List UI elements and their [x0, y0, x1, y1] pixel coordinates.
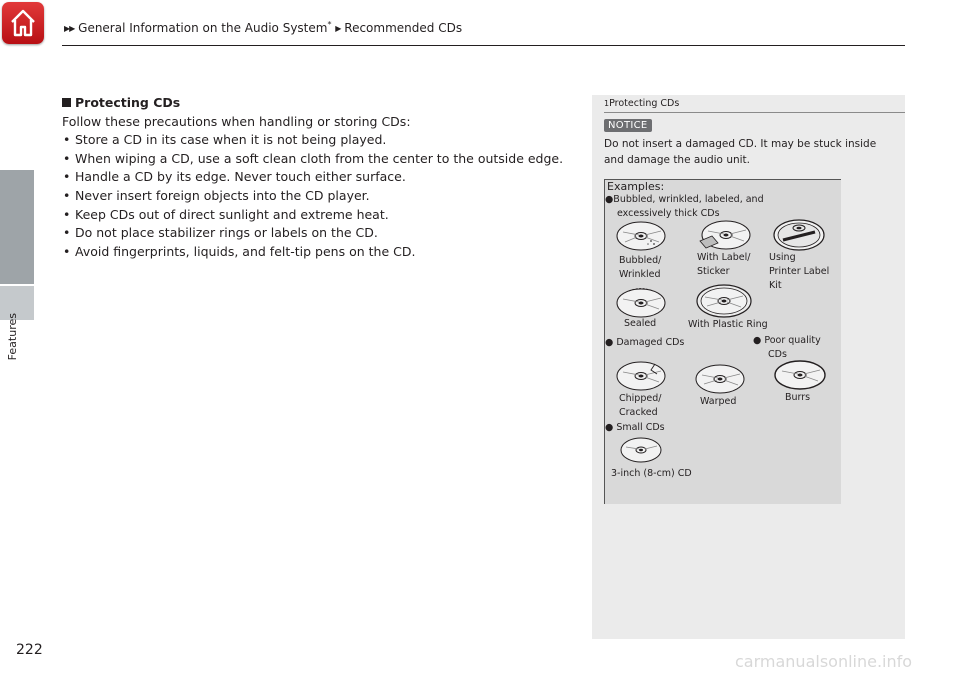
breadcrumb-item-audio-system[interactable]: General Information on the Audio System [78, 21, 328, 35]
caption-kit: Kit [769, 280, 782, 291]
caption-cracked: Cracked [619, 407, 658, 418]
examples-label: Examples: [607, 180, 665, 193]
small-cd-icon [619, 435, 663, 465]
header-divider [62, 45, 905, 46]
chipped-cd-icon [615, 360, 667, 392]
section-heading [62, 94, 582, 113]
caption-sticker: Sticker [697, 266, 730, 277]
breadcrumb-item-recommended-cds[interactable]: Recommended CDs [344, 21, 463, 35]
labeled-cd-icon [694, 219, 752, 251]
caption-burrs: Burrs [785, 392, 811, 403]
home-icon [9, 8, 37, 38]
group-poor-quality-heading-cont: CDs [768, 349, 787, 360]
caption-warped: Warped [700, 396, 737, 407]
breadcrumb-arrow-icon: ▶▶ [64, 24, 75, 33]
group-small-heading: ● Small CDs [605, 422, 665, 433]
intro-text: Follow these precautions when handling or storing CDs: [62, 113, 411, 129]
sidebar-panel [592, 95, 905, 639]
group-bubbled-heading: ●Bubbled, wrinkled, labeled, and [605, 194, 764, 205]
square-bullet-icon [62, 98, 71, 107]
sealed-cd-icon [615, 285, 667, 319]
sidebar-title [604, 98, 679, 109]
section-heading-text: Protecting CDs [75, 95, 181, 110]
group-damaged-heading: ● Damaged CDs [605, 337, 685, 348]
warped-cd-icon [693, 362, 747, 396]
group-poor-quality-heading: ● Poor quality [753, 335, 821, 346]
burrs-cd-icon [771, 359, 829, 391]
group-bubbled-heading-cont: excessively thick CDs [617, 208, 720, 219]
breadcrumb-footnote-mark: * [327, 20, 332, 29]
caption-plastic-ring: With Plastic Ring [688, 319, 768, 330]
list-item: • Avoid fingerprints, liquids, and felt-tip pens on the CD. [62, 243, 582, 262]
printer-label-cd-icon [771, 218, 827, 252]
cd-examples-figure [604, 179, 841, 504]
list-item: • Keep CDs out of direct sunlight and extreme heat. [62, 206, 582, 225]
list-item: • Never insert foreign objects into the CD player. [62, 187, 582, 206]
notice-badge: NOTICE [604, 119, 652, 132]
caption-bubbled: Bubbled/ [619, 255, 662, 266]
caption-with-label: With Label/ [697, 252, 751, 263]
caption-printer-label: Printer Label [769, 266, 830, 277]
bubbled-cd-icon [615, 220, 667, 252]
list-item: • Handle a CD by its edge. Never touch either surface. [62, 168, 582, 187]
side-tab-label: Features [6, 313, 19, 361]
list-item: • Do not place stabilizer rings or labels on the CD. [62, 224, 582, 243]
list-item: • Store a CD in its case when it is not being played. [62, 131, 582, 150]
caption-wrinkled: Wrinkled [619, 269, 661, 280]
home-button[interactable] [2, 2, 44, 44]
breadcrumb-arrow-icon: ▶ [335, 24, 341, 33]
main-content [62, 94, 582, 261]
page-number: 222 [16, 642, 43, 658]
caption-sealed: Sealed [624, 318, 657, 329]
plastic-ring-cd-icon [695, 283, 753, 319]
reference-mark: 1 [604, 99, 610, 108]
sidebar-divider [604, 112, 905, 113]
notice-text: Do not insert a damaged CD. It may be stuck inside and damage the audio unit. [604, 138, 877, 166]
list-item: • When wiping a CD, use a soft clean cloth from the center to the outside edge. [62, 150, 582, 169]
caption-chipped: Chipped/ [619, 393, 662, 404]
precaution-list [62, 131, 582, 261]
caption-using: Using [769, 252, 796, 263]
caption-small-cd: 3-inch (8-cm) CD [611, 468, 692, 479]
breadcrumb [64, 20, 462, 35]
watermark: carmanualsonline.info [735, 652, 913, 671]
sidebar-title-text: Protecting CDs [609, 98, 680, 109]
side-tab-features[interactable] [0, 170, 34, 284]
